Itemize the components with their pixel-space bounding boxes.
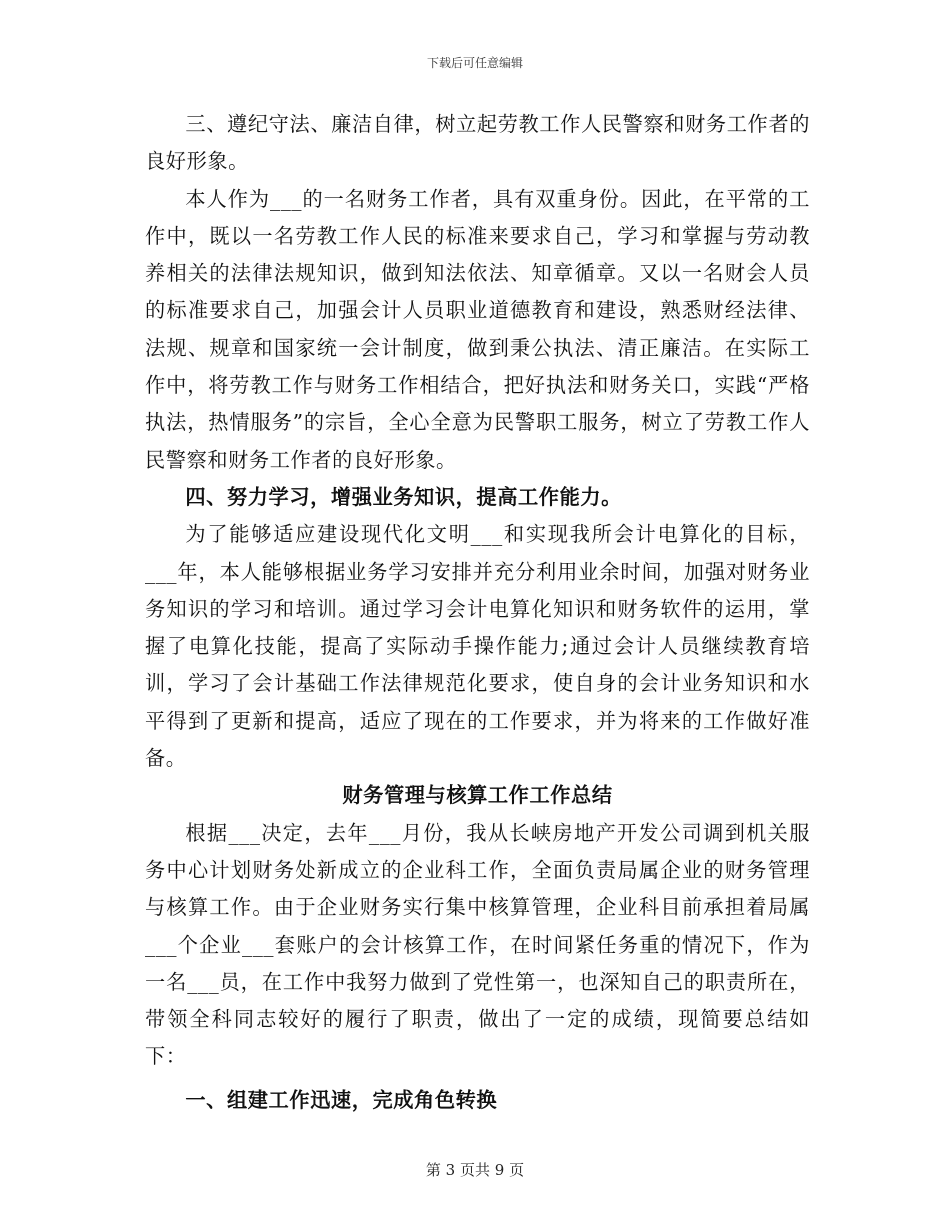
document-title: 财务管理与核算工作工作总结	[342, 783, 613, 808]
header-note: 下载后可任意编辑	[426, 56, 523, 70]
document-body	[145, 106, 810, 1119]
heading-section-one: 一、组建工作迅速，完成角色转换	[185, 1087, 498, 1112]
paragraph-dual-identity: 本人作为___的一名财务工作者，具有双重身份。因此，在平常的工作中，既以一名劳教工作人民的标准来要求自己，学习和掌握与劳动教养相关的法律法规知识，做到知法依法、知章循章。又以一名财会人员的标准要求自己，加强会计人员职业道德教育和建设，熟悉财经法律、法规、规章和国家统一会计制度，做到秉公执法、清正廉洁。在实际工作中，将劳教工作与财务工作相结合，把好执法和财务关口，实践“严格执法，热情服务”的宗旨，全心全意为民警职工服务，树立了劳教工作人民警察和财务工作者的良好形象。	[145, 186, 810, 472]
heading-section-four: 四、努力学习，增强业务知识，提高工作能力。	[185, 484, 622, 509]
paragraph-intro: 根据___决定，去年___月份，我从长峡房地产开发公司调到机关服务中心计划财务处新成立的企业科工作，全面负责局属企业的财务管理与核算工作。由于企业财务实行集中核算管理，企业科目前承担着局属___个企业___套账户的会计核算工作，在时间紧任务重的情况下，作为一名___员，在工作中我努力做到了党性第一，也深知自己的职责所在，带领全科同志较好的履行了职责，做出了一定的成绩，现简要总结如下：	[145, 820, 810, 1069]
paragraph-study: 为了能够适应建设现代化文明___和实现我所会计电算化的目标，___年，本人能够根据业务学习安排并充分利用业余时间，加强对财务业务知识的学习和培训。通过学习会计电算化知识和财务软件的运用，掌握了电算化技能，提高了实际动手操作能力;通过会计人员继续教育培训，学习了会计基础工作法律规范化要求，使自身的会计业务知识和水平得到了更新和提高，适应了现在的工作要求，并为将来的工作做好准备。	[145, 522, 810, 771]
paragraph-section-three: 三、遵纪守法、廉洁自律，树立起劳教工作人民警察和财务工作者的良好形象。	[145, 112, 810, 174]
page-number: 第 3 页共 9 页	[425, 1161, 525, 1179]
